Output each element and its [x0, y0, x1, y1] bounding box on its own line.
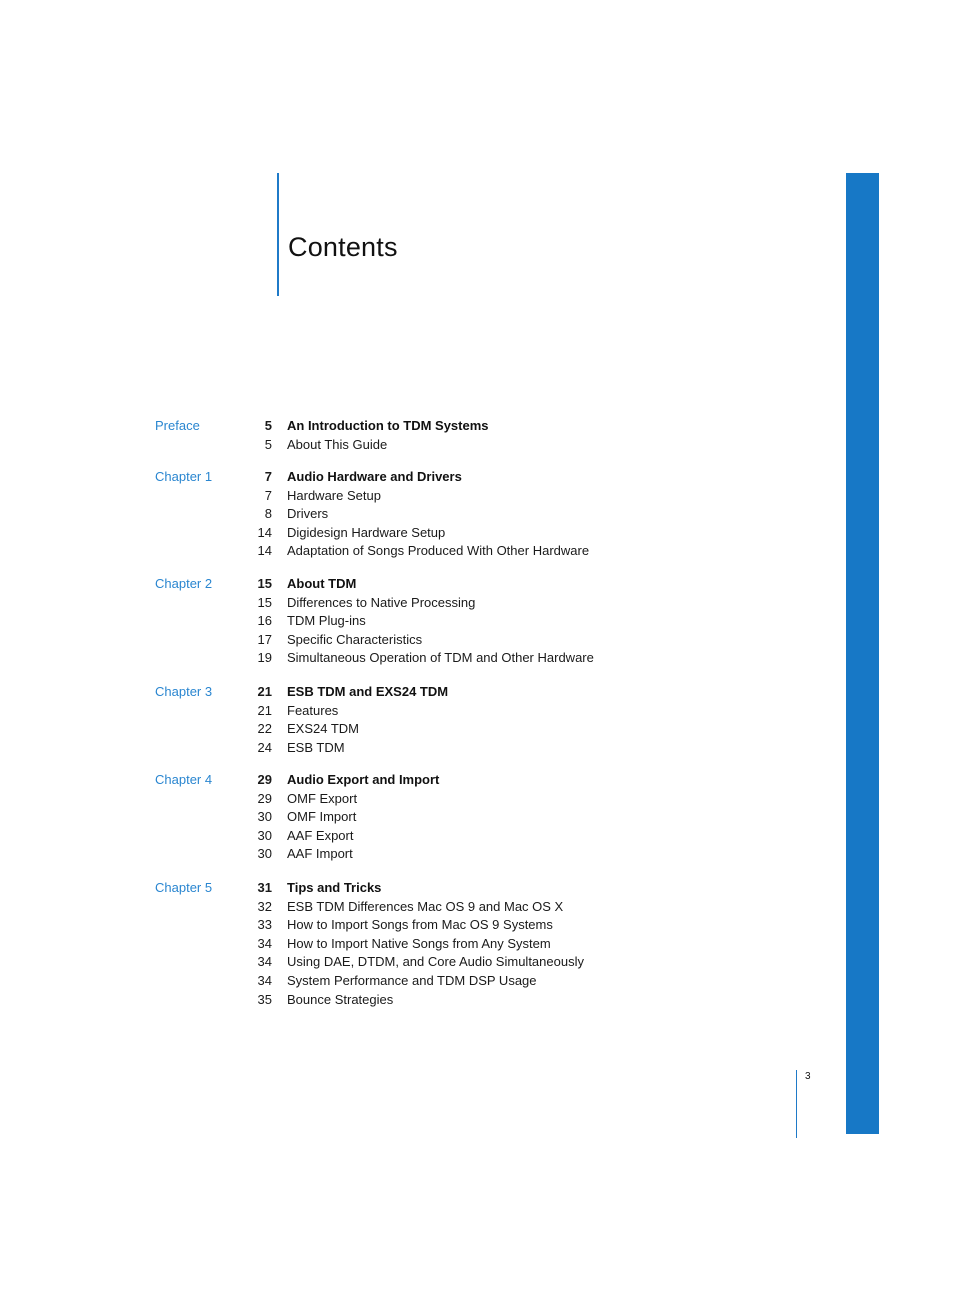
entry-page: 34 — [257, 973, 272, 988]
entry-page: 34 — [257, 954, 272, 970]
section-label[interactable]: Chapter 2 — [155, 576, 213, 591]
toc-entry[interactable] — [0, 543, 954, 561]
entry-page: 29 — [257, 790, 272, 806]
toc-entry[interactable] — [0, 650, 954, 668]
entry-page: 32 — [257, 898, 272, 914]
entry-title: OMF Import — [287, 809, 357, 825]
section-label[interactable]: Preface — [155, 418, 200, 433]
toc-entry[interactable] — [0, 992, 954, 1010]
entry-title: Differences to Native Processing — [287, 594, 476, 610]
toc-entry[interactable] — [0, 703, 954, 721]
toc-entry[interactable] — [0, 740, 954, 758]
entry-title: Simultaneous Operation of TDM and Other Hardware — [287, 650, 594, 666]
entry-title: How to Import Songs from Mac OS 9 Systems — [287, 917, 553, 933]
toc-entry[interactable] — [0, 684, 954, 702]
entry-title: Audio Hardware and Drivers — [287, 469, 462, 484]
toc-entry[interactable] — [0, 791, 954, 809]
toc-entry[interactable] — [0, 418, 954, 436]
entry-page: 5 — [264, 436, 272, 452]
entry-page: 19 — [257, 650, 272, 666]
entry-page: 31 — [257, 880, 272, 895]
entry-page: 7 — [264, 487, 272, 503]
toc-entry[interactable] — [0, 772, 954, 790]
entry-page: 5 — [264, 418, 272, 433]
entry-title: ESB TDM — [287, 739, 345, 755]
entry-title: Specific Characteristics — [287, 631, 423, 647]
entry-title: ESB TDM Differences Mac OS 9 and Mac OS X — [287, 898, 564, 914]
entry-title: System Performance and TDM DSP Usage — [287, 973, 537, 988]
toc-entry[interactable] — [0, 828, 954, 846]
entry-title: Features — [287, 702, 339, 718]
entry-page: 15 — [257, 594, 272, 610]
entry-page: 8 — [264, 506, 272, 522]
entry-page: 33 — [257, 917, 272, 933]
entry-title: AAF Export — [287, 827, 354, 843]
entry-page: 21 — [257, 702, 272, 718]
toc-entry[interactable] — [0, 488, 954, 506]
toc-entry[interactable] — [0, 973, 954, 991]
folio-rule — [796, 1070, 797, 1138]
entry-title: Drivers — [287, 506, 329, 522]
entry-title: TDM Plug-ins — [287, 613, 366, 629]
toc-entry[interactable] — [0, 809, 954, 827]
toc-entry[interactable] — [0, 632, 954, 650]
section-label[interactable]: Chapter 5 — [155, 880, 213, 895]
entry-title: OMF Export — [287, 790, 358, 806]
entry-page: 16 — [257, 613, 272, 629]
entry-page: 30 — [257, 809, 272, 825]
title-rule — [277, 173, 279, 296]
entry-page: 22 — [257, 721, 272, 737]
toc-entry[interactable] — [0, 846, 954, 864]
entry-page: 7 — [264, 469, 272, 484]
entry-page: 17 — [257, 631, 272, 647]
toc-entry[interactable] — [0, 721, 954, 739]
toc-entry[interactable] — [0, 525, 954, 543]
entry-page: 14 — [257, 543, 272, 559]
toc-entry[interactable] — [0, 954, 954, 972]
entry-title: EXS24 TDM — [287, 721, 360, 737]
page-title: Contents — [288, 232, 398, 262]
entry-title: Hardware Setup — [287, 487, 381, 503]
entry-title: Digidesign Hardware Setup — [287, 524, 446, 540]
entry-page: 21 — [257, 684, 272, 699]
entry-title: How to Import Native Songs from Any System — [287, 935, 551, 951]
entry-page: 24 — [257, 739, 272, 755]
toc-entry[interactable] — [0, 576, 954, 594]
toc-entry[interactable] — [0, 437, 954, 455]
entry-page: 14 — [257, 524, 272, 540]
toc-entry[interactable] — [0, 506, 954, 524]
section-label[interactable]: Chapter 4 — [155, 772, 213, 787]
toc-entry[interactable] — [0, 469, 954, 487]
toc-entry[interactable] — [0, 613, 954, 631]
entry-page: 34 — [257, 935, 272, 951]
toc-entry[interactable] — [0, 917, 954, 935]
entry-title: Audio Export and Import — [287, 772, 440, 787]
entry-page: 35 — [257, 991, 272, 1007]
entry-title: Adaptation of Songs Produced With Other Hardware — [287, 543, 590, 559]
page-number: 3 — [805, 1071, 811, 1082]
section-label[interactable]: Chapter 1 — [155, 469, 213, 484]
toc-entry[interactable] — [0, 936, 954, 954]
section-label[interactable]: Chapter 3 — [155, 684, 213, 699]
entry-title: Bounce Strategies — [287, 991, 394, 1007]
entry-title: About TDM — [287, 576, 357, 591]
entry-title: An Introduction to TDM Systems — [287, 418, 489, 433]
entry-title: Tips and Tricks — [287, 880, 382, 895]
entry-page: 15 — [257, 576, 272, 591]
entry-title: AAF Import — [287, 846, 353, 862]
entry-page: 30 — [257, 827, 272, 843]
toc-entry[interactable] — [0, 880, 954, 898]
toc-entry[interactable] — [0, 899, 954, 917]
entry-page: 29 — [257, 772, 272, 787]
entry-title: About This Guide — [287, 436, 388, 452]
toc-entry[interactable] — [0, 595, 954, 613]
entry-title: ESB TDM and EXS24 TDM — [287, 684, 449, 699]
entry-page: 30 — [257, 846, 272, 862]
entry-title: Using DAE, DTDM, and Core Audio Simultaneously — [287, 954, 584, 970]
